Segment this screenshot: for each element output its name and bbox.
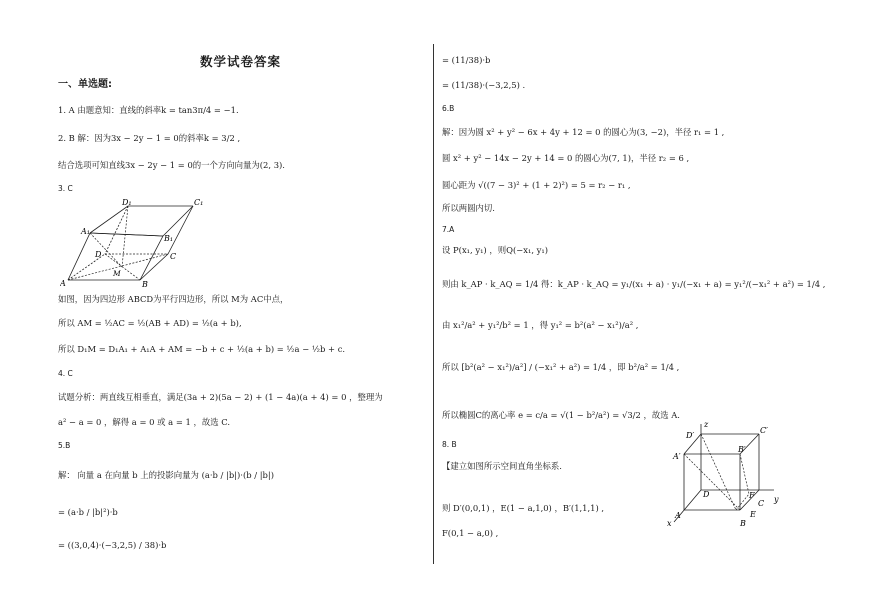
label-x-axis: x (667, 519, 672, 528)
label-z-axis: z (704, 420, 709, 429)
label-C: C (170, 252, 177, 261)
label-y-axis: y (774, 495, 779, 504)
answer-6-label: 6.B (442, 104, 455, 113)
label-A-prime: A′ (673, 452, 681, 461)
answer-1-line: 1. A 由题意知：直线的斜率k = tan3π/4 = −1. (58, 105, 239, 115)
answer-6-conclusion: 所以两圆内切. (442, 203, 495, 213)
label-M: M (113, 269, 121, 278)
answer-7-conclusion: 所以椭圆C的离心率 e = c/a = √(1 − b²/a²) = √3/2 ，故选 A. (442, 410, 680, 420)
answer-3-step1: 所以 AM = ½AC = ½(AB + AD) = ½(a + b), (58, 318, 242, 328)
answer-6-step2: 圆 x² + y² − 14x − 2y + 14 = 0 的圆心为(7, 1)，半径 r₂ = 6 , (442, 153, 690, 163)
label-D: D (703, 490, 710, 499)
answer-3-explanation: 如图，因为四边形 ABCD为平行四边形，所以 M为 AC中点， (58, 294, 289, 304)
answer-5-step2: = (a·b / |b|²)·b (58, 507, 118, 517)
answer-5-step3: = ((3,0,4)·(−3,2,5) / 38)·b (58, 540, 167, 550)
answer-7-step2: 则由 k_AP · k_AQ = 1/4 得：k_AP · k_AQ = y₁/(x₁ + a) · y₁/(−x₁ + a) = y₁²/(−x₁² + a²) = 1/4 , (442, 279, 826, 289)
answer-6-step3: 圆心距为 √((7 − 3)² + (1 + 2)²) = 5 = r₂ − r₁ , (442, 180, 631, 190)
answer-8-step1: 【建立如图所示空间直角坐标系. (442, 461, 562, 471)
label-E: E (750, 510, 756, 519)
label-C-prime: C′ (760, 426, 768, 435)
parallelepiped-figure (60, 196, 210, 288)
answer-7-step4: 所以 [b²(a² − x₁²)/a²] / (−x₁² + a²) = 1/4 ，即 b²/a² = 1/4 , (442, 362, 680, 372)
label-B: B (142, 280, 148, 288)
answer-5-label: 5.B (58, 441, 71, 450)
label-D: D (95, 250, 102, 259)
label-F: F (749, 491, 755, 500)
answer-5-step4: = (11/38)·b (442, 55, 491, 65)
label-C1: C₁ (194, 198, 204, 207)
label-A1: A₁ (81, 227, 90, 236)
answer-8-label: 8. B (442, 440, 457, 449)
answer-5-result: = (11/38)·(−3,2,5) . (442, 80, 526, 90)
section-heading: 一、单选题: (58, 79, 112, 90)
answer-4-conclusion: a² − a = 0 ，解得 a = 0 或 a = 1 ，故选 C. (58, 417, 231, 427)
label-A: A (60, 279, 66, 288)
answer-3-label: 3. C (58, 184, 73, 193)
answer-3-step2: 所以 D₁M = D₁A₁ + A₁A + AM = −b + c + ½(a + b) = ½a − ½b + c. (58, 344, 346, 354)
label-B-prime: B′ (738, 445, 746, 454)
answer-2-explanation: 结合选项可知直线3x − 2y − 1 = 0的一个方向向量为(2, 3). (58, 160, 285, 170)
answer-5-step1: 解： 向量 a 在向量 b 上的投影向量为 (a·b / |b|)·(b / |b|) (58, 470, 274, 480)
answer-7-step3: 由 x₁²/a² + y₁²/b² = 1 ，得 y₁² = b²(a² − x₁²)/a² , (442, 320, 639, 330)
answer-6-step1: 解：因为圆 x² + y² − 6x + 4y + 12 = 0 的圆心为(3, −2)，半径 r₁ = 1 , (442, 127, 725, 137)
label-D1: D₁ (122, 198, 132, 207)
answer-8-step3: F(0,1 − a,0) , (442, 528, 499, 538)
answer-7-step1: 设 P(x₁, y₁) ，则Q(−x₁, y₁) (442, 245, 549, 255)
document-title: 数学试卷答案 (200, 54, 282, 69)
cube-coordinate-figure (664, 418, 786, 530)
answer-4-label: 4. C (58, 369, 73, 378)
answer-7-label: 7.A (442, 225, 455, 234)
column-divider (433, 44, 434, 564)
answer-8-step2: 则 D′(0,0,1) ，E(1 − a,1,0) ，B′(1,1,1) , (442, 503, 605, 513)
label-B1: B₁ (164, 234, 174, 243)
label-A: A (675, 511, 681, 520)
answer-4-explanation: 试题分析：两直线互相垂直，满足(3a + 2)(5a − 2) + (1 − 4a)(a + 4) = 0 ，整理为 (58, 392, 383, 402)
label-B: B (740, 519, 746, 528)
label-D-prime: D′ (686, 431, 695, 440)
answer-2-line: 2. B 解：因为3x − 2y − 1 = 0的斜率k = 3/2 , (58, 133, 241, 143)
label-C: C (758, 499, 765, 508)
